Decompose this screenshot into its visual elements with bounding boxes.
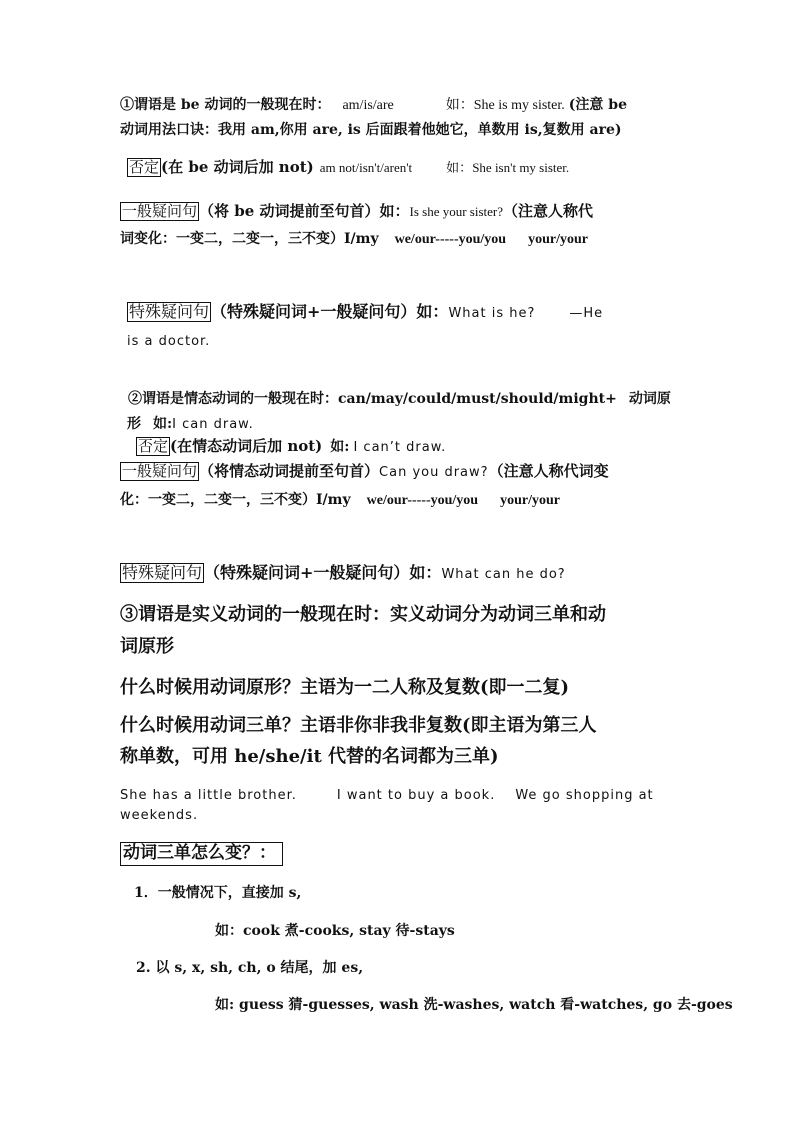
s1-question-line2 — [120, 232, 588, 247]
s3-rule2: 2. 以 s, x, sh, ch, o 结尾，加 es, — [136, 960, 364, 976]
s2-line1 — [128, 392, 671, 406]
s3-rule1: 1．一般情况下，直接加 s, — [134, 885, 302, 901]
s2-special-rule: （特殊疑问词+一般疑问句）如： — [204, 563, 442, 582]
s1-negative-label: 否定 — [129, 158, 160, 176]
s1-negative-forms: am not/isn't/aren't — [319, 160, 413, 175]
s1-question-line2-c: your/your — [528, 232, 588, 247]
s1-line2: 动词用法口诀：我用 am,你用 are, is 后面跟着他她它，单数用 is,复数用 are) — [120, 122, 622, 138]
s3-question2-line2: 称单数，可用 he/she/it 代替的名词都为三单) — [120, 746, 499, 767]
s2-line1-heading: ②谓语是情态动词的一般现在时：can/may/could/must/should/might+ — [128, 391, 617, 407]
s2-negative-example: I can’t draw. — [353, 440, 447, 455]
s1-line1-note: (注意 be — [568, 97, 627, 113]
s2-question-line2-a: 化：一变二，二变一，三不变）I/my — [120, 492, 351, 508]
s1-special-example: What is he? — [448, 306, 536, 321]
s2-negative-rule: (在情态动词后加 not) — [170, 437, 323, 455]
s2-question-line2-b: we/our-----you/you — [366, 493, 479, 508]
s3-question1: 什么时候用动词原形？主语为一二人称及复数(即一二复) — [120, 677, 570, 698]
s2-line2 — [127, 417, 254, 431]
s2-question-note: （注意人称代词变 — [488, 462, 609, 480]
s3-examples-line1 — [120, 789, 654, 802]
s1-question-note: （注意人称代 — [503, 202, 594, 220]
s1-negative-rule: (在 be 动词后加 not) — [161, 158, 314, 176]
s1-negative-example: She isn't my sister. — [472, 160, 570, 175]
s2-special-line — [120, 563, 566, 583]
s3-how-label: 动词三单怎么变？： — [120, 842, 283, 866]
s2-question-line — [120, 462, 609, 481]
s3-rule2-example: 如: guess 猜-guesses, wash 洗-washes, watch 看-watches, go 去-goes — [215, 997, 733, 1013]
s1-question-line — [120, 202, 593, 221]
s2-question-line2 — [120, 493, 560, 508]
s3-heading-line1: ③谓语是实义动词的一般现在时：实义动词分为动词三单和动 — [120, 604, 606, 625]
s1-line1 — [120, 98, 627, 113]
s2-special-example: What can he do? — [441, 567, 566, 582]
s1-special-label: 特殊疑问句 — [129, 302, 210, 321]
s1-negative-ru: 如： — [446, 161, 473, 176]
s1-negative-line — [127, 158, 569, 177]
s2-question-rule: （将情态动词提前至句首） — [199, 462, 380, 480]
s1-special-rule: （特殊疑问词+一般疑问句）如： — [211, 302, 449, 321]
s1-question-label: 一般疑问句 — [122, 202, 198, 220]
s3-examples-line2: weekends. — [120, 808, 199, 823]
s2-line2-example: I can draw. — [172, 417, 254, 432]
s2-line2-a: 形 — [127, 416, 141, 432]
s1-special-line — [127, 302, 603, 322]
s3-how-line — [120, 842, 283, 866]
s1-special-line2: is a doctor. — [127, 334, 211, 349]
s2-question-line2-c: your/your — [500, 493, 560, 508]
s1-question-example: Is she your sister? — [409, 204, 504, 219]
s3-question2-line1: 什么时候用动词三单？主语非你非我非复数(即主语为第三人 — [120, 715, 597, 736]
s1-line1-ru: 如： — [445, 97, 474, 113]
s3-heading-line2: 词原形 — [120, 636, 174, 657]
s1-question-rule: （将 be 动词提前至句首）如： — [199, 202, 410, 220]
s1-line1-heading: ①谓语是 be 动词的一般现在时： — [120, 97, 331, 113]
s2-question-example: Can you draw? — [379, 465, 489, 480]
s2-special-label: 特殊疑问句 — [122, 563, 203, 582]
s1-question-line2-a: 词变化：一变二，二变一，三不变）I/my — [120, 231, 379, 247]
s1-special-answer: —He — [569, 306, 604, 321]
s3-example-c: We go shopping at — [515, 788, 654, 803]
s1-line1-example: She is my sister. — [473, 98, 565, 113]
s3-example-a: She has a little brother. — [120, 788, 297, 803]
s2-negative-label: 否定 — [138, 437, 169, 455]
s3-example-b: I want to buy a book. — [336, 788, 496, 803]
s2-negative-ru: 如: — [330, 439, 350, 455]
s3-rule1-example: 如：cook 煮-cooks, stay 待-stays — [215, 923, 455, 939]
s2-line1-end: 动词原 — [628, 391, 671, 407]
s2-line2-ru: 如: — [153, 416, 173, 432]
s1-line1-forms: am/is/are — [342, 98, 394, 113]
s1-question-line2-b: we/our-----you/you — [394, 232, 507, 247]
s2-question-label: 一般疑问句 — [122, 462, 198, 480]
s2-negative-line — [136, 437, 446, 456]
